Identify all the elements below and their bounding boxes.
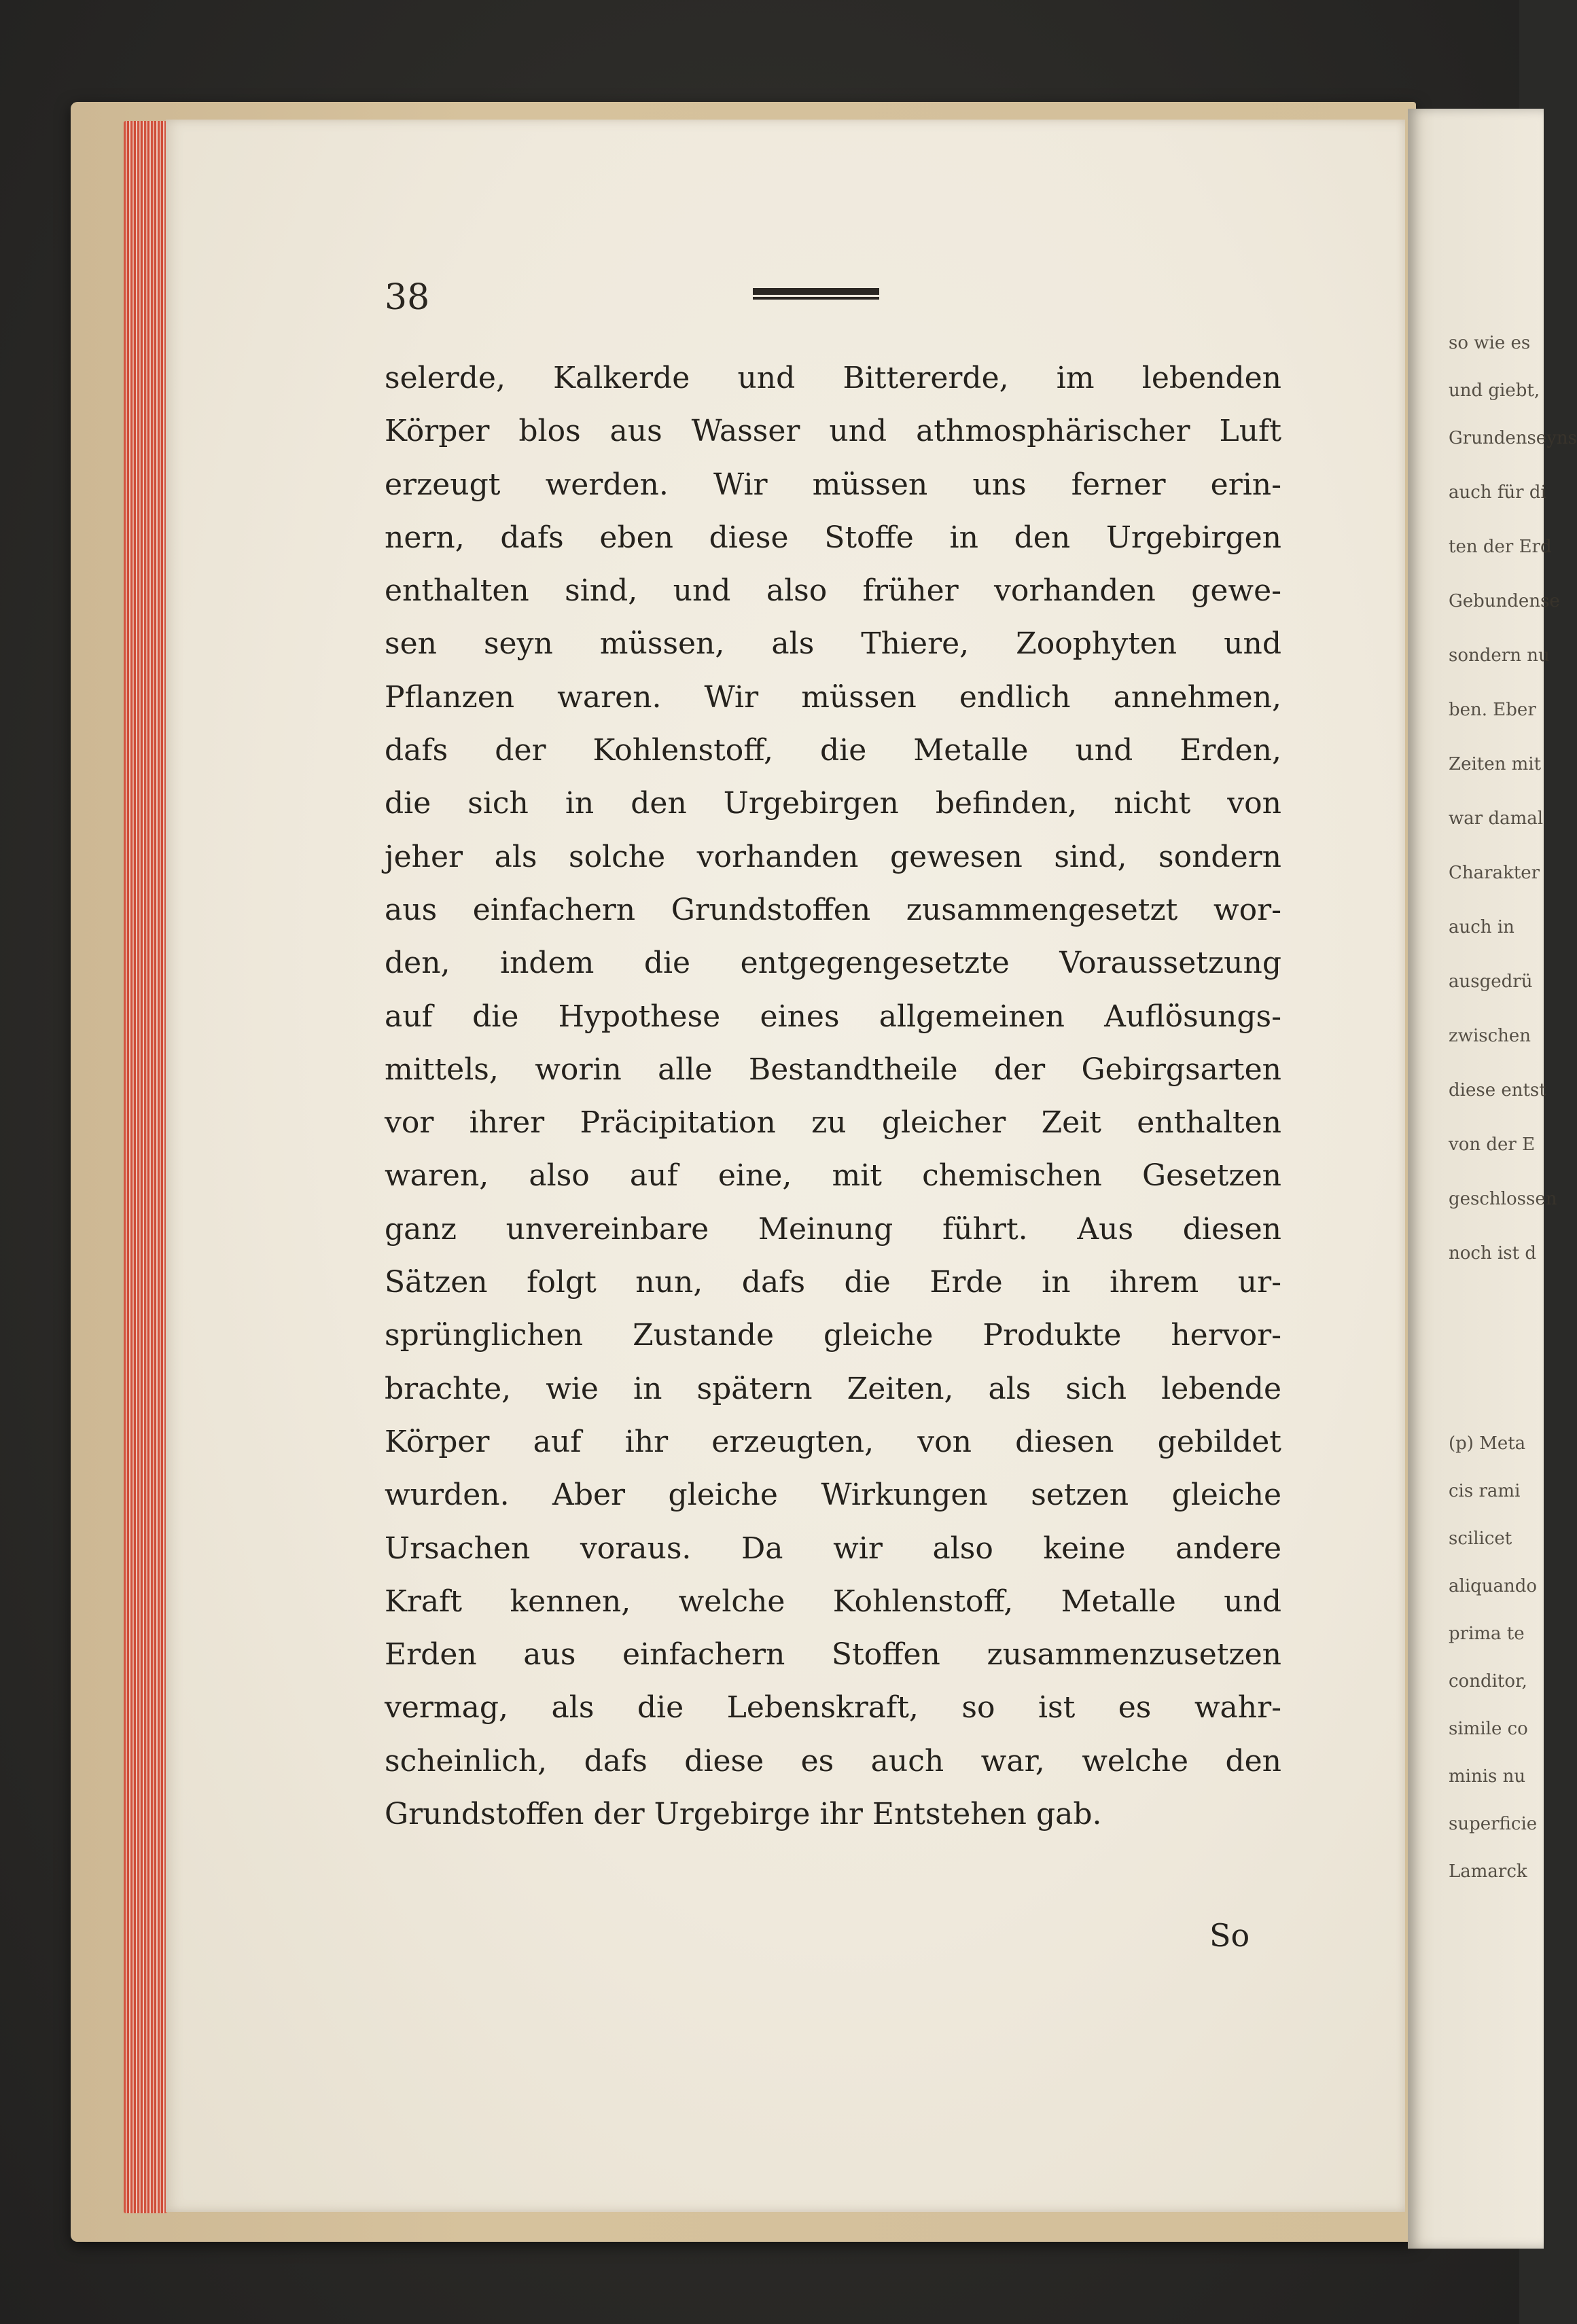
facing-line: ten der Erd bbox=[1449, 537, 1552, 557]
facing-line: so wie es bbox=[1449, 333, 1531, 353]
header-ornament bbox=[753, 288, 879, 300]
text-line: jeher als solche vorhanden gewesen sind, sondern bbox=[385, 839, 1281, 874]
facing-line: zwischen bbox=[1449, 1026, 1531, 1046]
text-line: brachte, wie in spätern Zeiten, als sich lebende bbox=[385, 1371, 1281, 1406]
page-number: 38 bbox=[385, 277, 430, 318]
text-line: Sätzen folgt nun, dafs die Erde in ihrem ur- bbox=[385, 1265, 1281, 1300]
facing-line: superficie bbox=[1449, 1814, 1538, 1834]
text-line: wurden. Aber gleiche Wirkungen setzen gleiche bbox=[385, 1478, 1281, 1513]
text-line: vermag, als die Lebenskraft, so ist es wahr- bbox=[385, 1690, 1281, 1726]
text-line: vor ihrer Präcipitation zu gleicher Zeit enthalten bbox=[385, 1105, 1281, 1141]
text-line: den, indem die entgegengesetzte Voraussetzung bbox=[385, 946, 1281, 981]
text-line: Grundstoffen der Urgebirge ihr Entstehen gab. bbox=[385, 1797, 1102, 1832]
facing-line: Gebundense bbox=[1449, 591, 1560, 611]
facing-line: scilicet bbox=[1449, 1529, 1512, 1549]
facing-line: auch für di bbox=[1449, 482, 1546, 503]
facing-page bbox=[1408, 109, 1577, 2249]
text-line: Körper auf ihr erzeugten, von diesen gebildet bbox=[385, 1424, 1281, 1459]
text-line: Erden aus einfachern Stoffen zusammenzusetzen bbox=[385, 1637, 1281, 1673]
facing-line: (p) Meta bbox=[1449, 1433, 1526, 1454]
facing-line: Grundenseyns bbox=[1449, 428, 1577, 448]
facing-line: aliquando bbox=[1449, 1576, 1538, 1596]
catchword: So bbox=[1209, 1917, 1250, 1954]
text-line: dafs der Kohlenstoff, die Metalle und Erden, bbox=[385, 733, 1281, 768]
facing-line: noch ist d bbox=[1449, 1243, 1536, 1264]
facing-line: cis rami bbox=[1449, 1481, 1521, 1501]
text-line: ganz unvereinbare Meinung führt. Aus diesen bbox=[385, 1211, 1281, 1247]
facing-line: sondern nu bbox=[1449, 645, 1550, 666]
text-line: auf die Hypothese eines allgemeinen Auflösungs- bbox=[385, 999, 1281, 1034]
facing-line: ben. Eber bbox=[1449, 700, 1536, 720]
text-line: sprünglichen Zustande gleiche Produkte hervor- bbox=[385, 1318, 1281, 1353]
text-line: mittels, worin alle Bestandtheile der Gebirgsarten bbox=[385, 1052, 1281, 1087]
text-line: erzeugt werden. Wir müssen uns ferner erin- bbox=[385, 467, 1281, 502]
facing-line: geschlossen bbox=[1449, 1189, 1557, 1209]
facing-line: und giebt, bbox=[1449, 380, 1540, 401]
facing-line: conditor, bbox=[1449, 1671, 1527, 1692]
facing-line: prima te bbox=[1449, 1624, 1525, 1644]
text-line: waren, also auf eine, mit chemischen Gesetzen bbox=[385, 1158, 1281, 1194]
facing-line: Lamarck bbox=[1449, 1861, 1527, 1882]
facing-line: war damal bbox=[1449, 808, 1544, 829]
facing-line: simile co bbox=[1449, 1719, 1528, 1739]
facing-line: auch in bbox=[1449, 917, 1514, 937]
text-line: Kraft kennen, welche Kohlenstoff, Metalle und bbox=[385, 1584, 1281, 1619]
text-line: selerde, Kalkerde und Bittererde, im lebenden bbox=[385, 361, 1281, 395]
text-line: die sich in den Urgebirgen befinden, nicht von bbox=[385, 786, 1281, 821]
body-text bbox=[385, 352, 1281, 1841]
text-line: scheinlich, dafs diese es auch war, welche den bbox=[385, 1743, 1281, 1778]
text-line: enthalten sind, und also früher vorhanden gewe- bbox=[385, 573, 1281, 609]
facing-line: von der E bbox=[1449, 1134, 1536, 1155]
text-line: Ursachen voraus. Da wir also keine andere bbox=[385, 1531, 1281, 1566]
facing-line: Charakter bbox=[1449, 863, 1540, 883]
text-line: sen seyn müssen, als Thiere, Zoophyten und bbox=[385, 626, 1281, 662]
facing-line: minis nu bbox=[1449, 1766, 1526, 1787]
facing-line: diese entst bbox=[1449, 1080, 1546, 1101]
text-line: aus einfachern Grundstoffen zusammengesetzt wor- bbox=[385, 892, 1281, 927]
text-line: nern, dafs eben diese Stoffe in den Urgebirgen bbox=[385, 520, 1281, 555]
text-line: Pflanzen waren. Wir müssen endlich annehmen, bbox=[385, 679, 1281, 715]
facing-line: ausgedrü bbox=[1449, 971, 1533, 992]
facing-line: Zeiten mit bbox=[1449, 754, 1542, 774]
text-line: Körper blos aus Wasser und athmosphärischer Luft bbox=[385, 414, 1281, 449]
page-edges bbox=[124, 121, 167, 2213]
